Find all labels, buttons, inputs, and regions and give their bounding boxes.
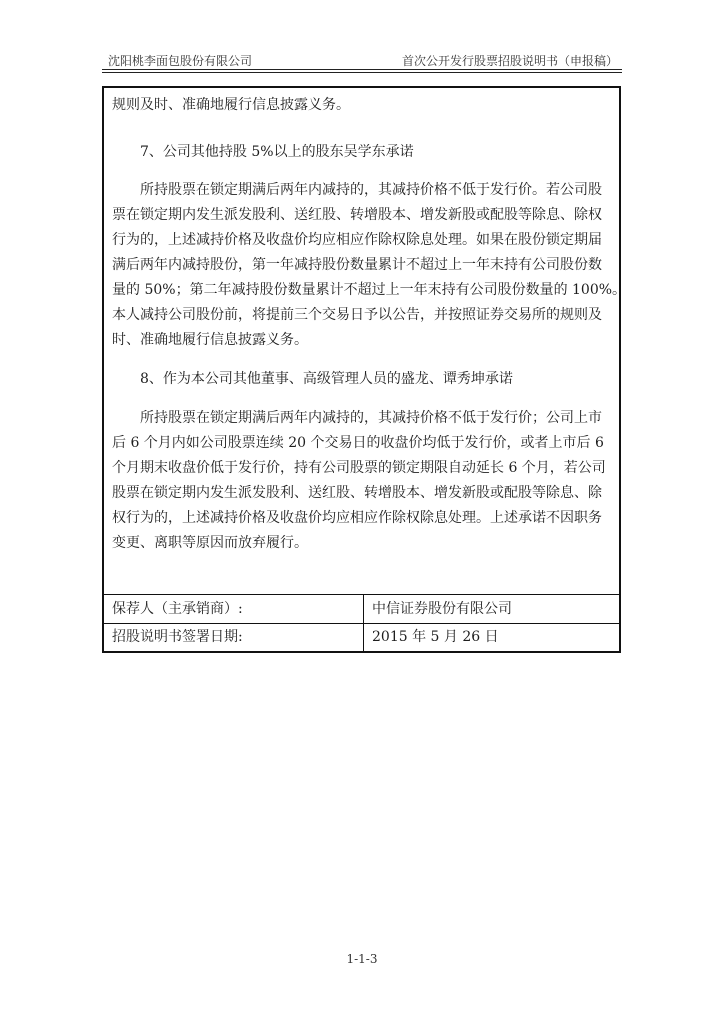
text-line: 量的 50%；第二年减持股份数量累计不超过上一年末持有公司股份数量的 100%。 (112, 282, 627, 298)
header-document-title: 首次公开发行股票招股说明书（申报稿） (401, 54, 618, 68)
signing-date-label: 招股说明书签署日期: (112, 629, 243, 645)
text-line: 后 6 个月内如公司股票连续 20 个交易日的收盘价均低于发行价，或者上市后 6 (112, 435, 604, 451)
table-column-rule (363, 594, 364, 651)
table-rule (104, 623, 619, 624)
text-line: 时、准确地履行信息披露义务。 (112, 332, 308, 348)
content-table (102, 86, 627, 653)
text-line: 个月期末收盘价低于发行价，持有公司股票的锁定期限自动延长 6 个月，若公司 (112, 460, 606, 476)
signing-date-value: 2015 年 5 月 26 日 (372, 629, 499, 645)
text-line: 所持股票在锁定期满后两年内减持的，其减持价格不低于发行价。若公司股 (140, 182, 602, 198)
sponsor-label: 保荐人（主承销商）: (112, 601, 243, 617)
text-line: 票在锁定期内发生派发股利、送红股、转增股本、增发新股或配股等除息、除权 (112, 207, 602, 223)
text-line: 满后两年内减持股份，第一年减持股份数量累计不超过上一年末持有公司股份数 (112, 257, 602, 273)
text-line: 行为的，上述减持价格及收盘价均应相应作除权除息处理。如果在股份锁定期届 (112, 232, 602, 248)
table-rule (104, 594, 619, 595)
text-line: 变更、离职等原因而放弃履行。 (112, 535, 308, 551)
text-line: 股票在锁定期内发生派发股利、送红股、转增股本、增发新股或配股等除息、除 (112, 485, 602, 501)
text-line: 本人减持公司股份前，将提前三个交易日予以公告，并按照证券交易所的规则及 (112, 307, 602, 323)
header-company: 沈阳桃李面包股份有限公司 (108, 54, 253, 68)
text-line: 规则及时、准确地履行信息披露义务。 (112, 97, 350, 113)
section-heading-8: 8、作为本公司其他董事、高级管理人员的盛龙、谭秀坤承诺 (140, 371, 513, 387)
sponsor-value: 中信证券股份有限公司 (372, 601, 512, 617)
section-heading-7: 7、公司其他持股 5%以上的股东吴学东承诺 (140, 144, 414, 160)
page-number: 1-1-3 (346, 952, 378, 966)
text-line: 权行为的，上述减持价格及收盘价均应相应作除权除息处理。上述承诺不因职务 (112, 510, 602, 526)
text-line: 所持股票在锁定期满后两年内减持的，其减持价格不低于发行价；公司上市 (140, 410, 602, 426)
header-rule-top (102, 69, 622, 70)
header-rule-bottom (102, 72, 622, 73)
